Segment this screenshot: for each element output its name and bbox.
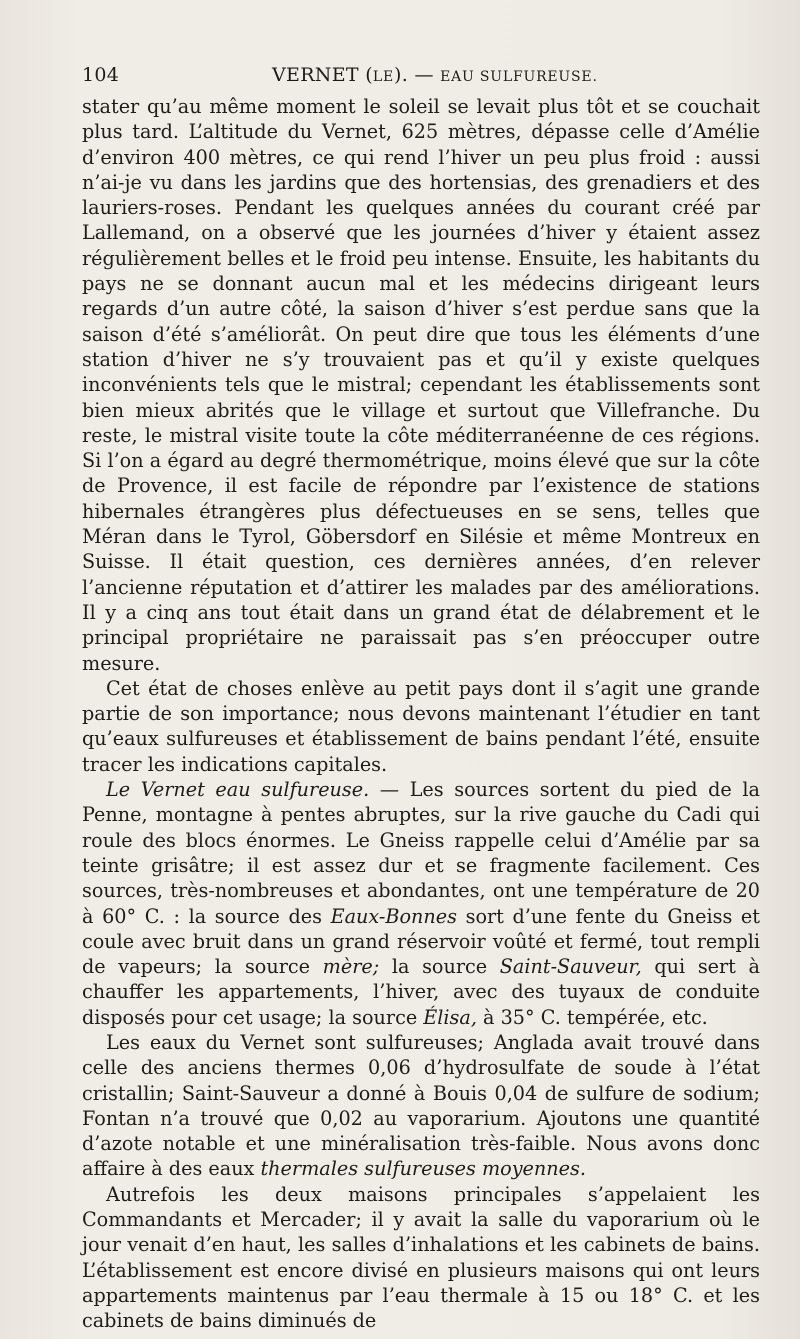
page-number: 104: [82, 64, 120, 86]
paragraph-3-text-e: à 35° C. tempérée, etc.: [476, 1005, 708, 1029]
source-saint-sauveur: Saint-Sauveur,: [499, 955, 642, 979]
source-mere: mère;: [322, 955, 380, 979]
paragraph-3-text-b: sort d’une fente du Gneiss et coule avec bruit dans un grand réservoir voûté et fermé, tout rempli de vapeurs; la source: [82, 904, 760, 979]
paragraph-5: Autrefois les deux maisons principales s’appelaient les Commandants et Mercader; il y avait la salle du vaporarium où le jour venait d’en haut, les salles d’inhalations et les cabinets de bains. L’établissement est encore divisé en plusieurs maisons qui ont leurs appartements maintenus par l’eau thermale à 15 ou 18° C. et les cabinets de bains diminués de: [82, 1182, 760, 1333]
paragraph-3: [82, 777, 760, 1030]
running-title-dash: —: [408, 64, 441, 86]
paragraph-3-text-a: — Les sources sortent du pied de la Penne, montagne à pentes abruptes, sur la rive gauche du Cadi qui roule des blocs énormes. Le Gneiss rappelle celui d’Amélie par sa teinte grisâtre; il est assez dur et se fragmente facilement. Ces sources, très-nombreuses et abondantes, ont une température de 20 à 60° C. : la source des: [82, 778, 760, 928]
paragraph-4-text: Les eaux du Vernet sont sulfureuses; Anglada avait trouvé dans celle des anciens thermes 0,06 d’hydrosulfate de soude à l’état cristallin; Saint-Sauveur a donné à Bouis 0,04 de sulfure de sodium; Fontan n’a trouvé que 0,02 au vaporarium. Ajoutons une quantité d’azote notable et une minéralisation très-faible. Nous avons donc affaire à des eaux: [82, 1030, 760, 1181]
paragraph-1: stater qu’au même moment le soleil se levait plus tôt et se couchait plus tard. L’altitude du Vernet, 625 mètres, dépasse celle d’Amélie d’environ 400 mètres, ce qui rend l’hiver un peu plus froid : aussi n’ai-je vu dans les jardins que des hortensias, des grenadiers et des lauriers-roses. Pendant les quelques années du courant créé par Lallemand, on a observé que les journées d’hiver y étaient assez régulièrement belles et le froid peu intense. Ensuite, les habitants du pays ne se donnant aucun mal et les médecins dirigeant leurs regards d’un autre côté, la saison d’hiver s’est perdue sans que la saison d’été s’améliorât. On peut dire que tous les éléments d’une station d’hiver ne s’y trouvaient pas et qu’il y existe quelques inconvénients tels que le mistral; cependant les établissements sont bien mieux abrités que le village et surtout que Villefranche. Du reste, le mistral visite toute la côte méditerranéenne de ces régions. Si l’on a égard au degré thermométrique, moins élevé que sur la côte de Provence, il est facile de répondre par l’existence de stations hibernales étrangères plus défectueuses en se sens, telles que Méran dans le Tyrol, Göbersdorf en Silésie et même Montreux en Suisse. Il était question, ces dernières années, d’en relever l’ancienne réputation et d’attirer les malades par des améliorations. Il y a cinq ans tout était dans un grand état de délabrement et le principal propriétaire ne paraissait pas s’en préoccuper outre mesure.: [82, 95, 760, 675]
source-elisa: Élisa,: [423, 1005, 477, 1029]
section-heading: Le Vernet eau sulfureuse.: [106, 778, 370, 802]
paragraph-4: [82, 1030, 760, 1182]
running-title-le: LE: [372, 69, 395, 85]
paragraph-4-italic: thermales sulfureuses moyennes.: [260, 1157, 586, 1181]
page-body: [82, 94, 760, 1334]
running-title-close: ).: [394, 64, 409, 86]
source-eaux-bonnes: Eaux-Bonnes: [330, 904, 457, 928]
running-title-main: VERNET (: [272, 64, 373, 86]
running-head: [82, 58, 760, 94]
paragraph-3-text-d: qui sert à chauffer les appartements, l’hiver, avec des tuyaux de conduite disposés pour cet usage; la source: [82, 955, 760, 1029]
paragraph-3-text-c: la source: [379, 955, 500, 979]
running-title-sub: EAU SULFUREUSE.: [440, 69, 598, 85]
paragraph-2: Cet état de choses enlève au petit pays dont il s’agit une grande partie de son importance; nous devons maintenant l’étudier en tant qu’eaux sulfureuses et établissement de bains pendant l’été, ensuite tracer les indications capitales.: [82, 676, 760, 776]
running-title: [272, 64, 598, 86]
